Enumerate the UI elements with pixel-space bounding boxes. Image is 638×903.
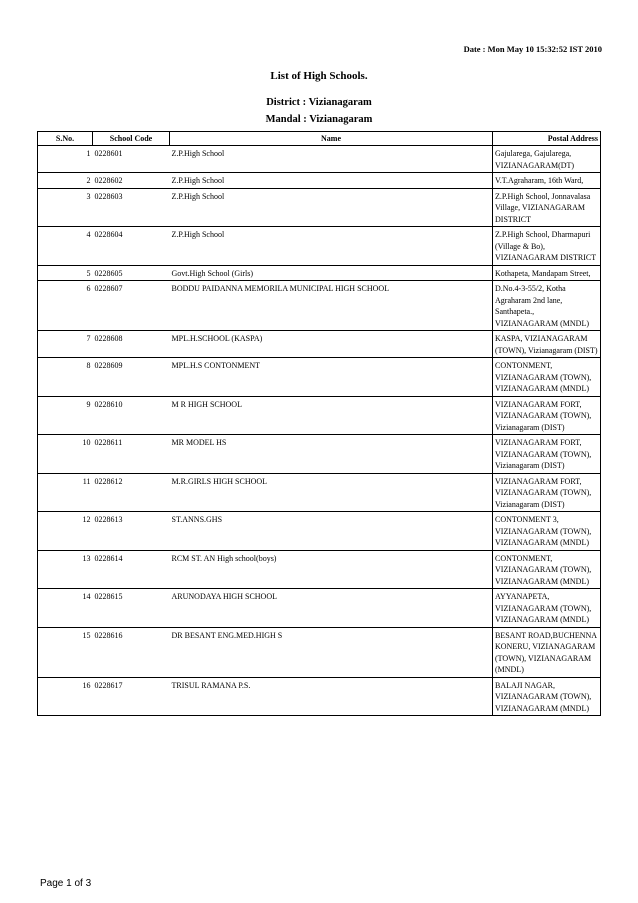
row-school-code: 0228608	[93, 331, 170, 358]
row-postal-address: CONTONMENT, VIZIANAGARAM (TOWN), VIZIANAGARAM (MNDL)	[493, 358, 601, 397]
table-row	[38, 188, 601, 227]
col-header-sno: S.No.	[38, 132, 93, 146]
row-sno: 11	[38, 473, 93, 512]
table-header-row	[38, 132, 601, 146]
report-title: List of High Schools.	[270, 70, 368, 82]
row-sno: 10	[38, 435, 93, 474]
row-postal-address: BALAJI NAGAR, VIZIANAGARAM (TOWN), VIZIANAGARAM (MNDL)	[493, 677, 601, 716]
row-school-name: MR MODEL HS	[170, 435, 493, 474]
row-postal-address: VIZIANAGARAM FORT, VIZIANAGARAM (TOWN), Vizianagaram (DIST)	[493, 435, 601, 474]
row-school-code: 0228603	[93, 188, 170, 227]
row-postal-address: BESANT ROAD,BUCHENNA KONERU, VIZIANAGARAM (TOWN), VIZIANAGARAM (MNDL)	[493, 627, 601, 677]
row-sno: 7	[38, 331, 93, 358]
row-sno: 9	[38, 396, 93, 435]
row-school-name: M.R.GIRLS HIGH SCHOOL	[170, 473, 493, 512]
table-row	[38, 589, 601, 628]
row-school-code: 0228609	[93, 358, 170, 397]
row-postal-address: CONTONMENT 3, VIZIANAGARAM (TOWN), VIZIANAGARAM (MNDL)	[493, 512, 601, 551]
row-school-code: 0228614	[93, 550, 170, 589]
table-body	[38, 146, 601, 716]
row-school-code: 0228605	[93, 265, 170, 281]
row-sno: 4	[38, 227, 93, 266]
table-row	[38, 146, 601, 173]
district-label: District : Vizianagaram	[266, 97, 372, 108]
row-sno: 1	[38, 146, 93, 173]
row-sno: 3	[38, 188, 93, 227]
row-sno: 13	[38, 550, 93, 589]
row-school-name: MPL.H.SCHOOL (KASPA)	[170, 331, 493, 358]
row-school-name: Z.P.High School	[170, 188, 493, 227]
row-sno: 6	[38, 281, 93, 331]
row-school-code: 0228611	[93, 435, 170, 474]
row-postal-address: D.No.4-3-55/2, Kotha Agraharam 2nd lane, Santhapeta., VIZIANAGARAM (MNDL)	[493, 281, 601, 331]
row-postal-address: Kothapeta, Mandapam Street,	[493, 265, 601, 281]
row-sno: 12	[38, 512, 93, 551]
row-school-name: RCM ST. AN High school(boys)	[170, 550, 493, 589]
row-school-name: Z.P.High School	[170, 227, 493, 266]
row-school-code: 0228617	[93, 677, 170, 716]
row-school-code: 0228616	[93, 627, 170, 677]
row-school-code: 0228601	[93, 146, 170, 173]
row-school-name: BODDU PAIDANNA MEMORILA MUNICIPAL HIGH SCHOOL	[170, 281, 493, 331]
table-row	[38, 396, 601, 435]
row-school-name: DR BESANT ENG.MED.HIGH S	[170, 627, 493, 677]
table-row	[38, 435, 601, 474]
row-school-name: ST.ANNS.GHS	[170, 512, 493, 551]
row-postal-address: V.T.Agraharam, 16th Ward,	[493, 173, 601, 189]
row-sno: 14	[38, 589, 93, 628]
row-postal-address: Gajularega, Gajularega, VIZIANAGARAM(DT)	[493, 146, 601, 173]
table-row	[38, 473, 601, 512]
table-row	[38, 331, 601, 358]
table-row	[38, 627, 601, 677]
row-sno: 8	[38, 358, 93, 397]
row-school-name: Govt.High School (Girls)	[170, 265, 493, 281]
row-postal-address: Z.P.High School, Jonnavalasa Village, VIZIANAGARAM DISTRICT	[493, 188, 601, 227]
col-header-code: School Code	[93, 132, 170, 146]
row-school-code: 0228612	[93, 473, 170, 512]
table-row	[38, 173, 601, 189]
row-school-code: 0228613	[93, 512, 170, 551]
table-row	[38, 281, 601, 331]
col-header-address: Postal Address	[493, 132, 601, 146]
table-row	[38, 550, 601, 589]
table-row	[38, 227, 601, 266]
row-school-name: M R HIGH SCHOOL	[170, 396, 493, 435]
row-school-code: 0228602	[93, 173, 170, 189]
row-postal-address: AYYANAPETA, VIZIANAGARAM (TOWN), VIZIANAGARAM (MNDL)	[493, 589, 601, 628]
row-school-code: 0228607	[93, 281, 170, 331]
row-school-code: 0228610	[93, 396, 170, 435]
row-school-code: 0228604	[93, 227, 170, 266]
page-number: Page 1 of 3	[40, 878, 92, 889]
table-row	[38, 358, 601, 397]
row-sno: 16	[38, 677, 93, 716]
schools-table	[37, 131, 601, 716]
row-postal-address: VIZIANAGARAM FORT, VIZIANAGARAM (TOWN), Vizianagaram (DIST)	[493, 396, 601, 435]
row-school-name: ARUNODAYA HIGH SCHOOL	[170, 589, 493, 628]
row-sno: 2	[38, 173, 93, 189]
row-sno: 5	[38, 265, 93, 281]
row-postal-address: Z.P.High School, Dharmapuri (Village & Bo), VIZIANAGARAM DISTRICT	[493, 227, 601, 266]
row-postal-address: VIZIANAGARAM FORT, VIZIANAGARAM (TOWN), Vizianagaram (DIST)	[493, 473, 601, 512]
row-sno: 15	[38, 627, 93, 677]
mandal-label: Mandal : Vizianagaram	[265, 114, 373, 125]
row-postal-address: CONTONMENT, VIZIANAGARAM (TOWN), VIZIANAGARAM (MNDL)	[493, 550, 601, 589]
row-school-name: Z.P.High School	[170, 146, 493, 173]
row-school-name: MPL.H.S CONTONMENT	[170, 358, 493, 397]
col-header-name: Name	[170, 132, 493, 146]
table-row	[38, 677, 601, 716]
row-school-code: 0228615	[93, 589, 170, 628]
table-row	[38, 512, 601, 551]
row-postal-address: KASPA, VIZIANAGARAM (TOWN), Vizianagaram (DIST)	[493, 331, 601, 358]
row-school-name: TRISUL RAMANA P.S.	[170, 677, 493, 716]
report-date: Date : Mon May 10 15:32:52 IST 2010	[463, 44, 602, 54]
row-school-name: Z.P.High School	[170, 173, 493, 189]
table-row	[38, 265, 601, 281]
